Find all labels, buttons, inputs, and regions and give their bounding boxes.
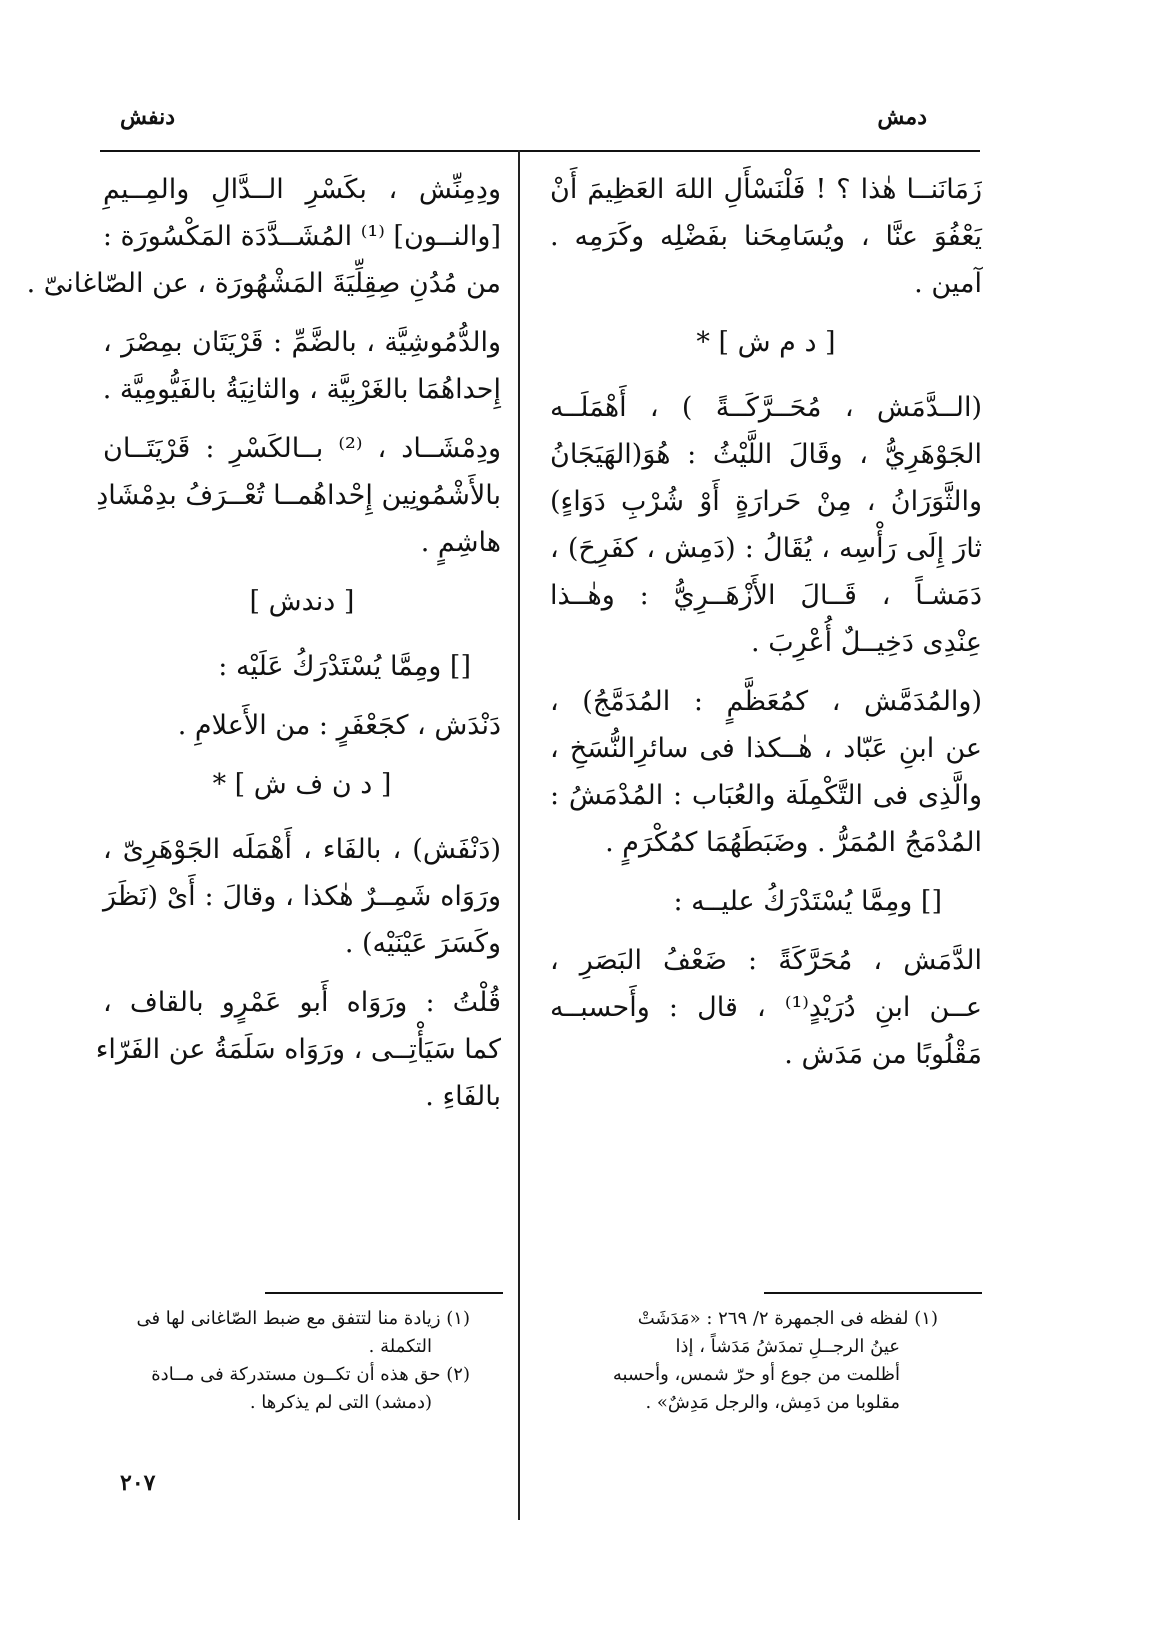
footnote-line: أظلمت من جوع أو حرّ شمس، وأحسبه	[612, 1364, 900, 1385]
text-line: وكَسَرَ عَيْنَيْه) .	[344, 928, 501, 959]
paragraph	[103, 702, 501, 749]
footnote-line: (٢) حق هذه أن تكــون مستدركة فى مــادة	[151, 1364, 470, 1385]
footnote-line: (دمشد) التى لم يذكرها .	[249, 1392, 432, 1413]
text-line: دَمَشـاً ، قَــالَ الأَزْهَــرِيُّ : وهٰــذا	[550, 580, 982, 611]
paragraph	[26, 166, 501, 307]
entry-heading: [ دندش ]	[249, 586, 355, 617]
footnotes-left	[40, 1305, 470, 1417]
text-line: [] ومِمَّا يُسْتَدْرَكُ عليــه :	[673, 886, 942, 917]
entry-heading: [ د ن ف ش ] *	[212, 769, 392, 800]
text-line: بالفَاءِ .	[425, 1081, 501, 1112]
paragraph	[96, 425, 501, 566]
text-line: زَمَانَنــا هٰذا ؟ ! فَلْنَسْأَلِ اللهَ العَظِيمَ أَنْ	[550, 174, 982, 205]
text-line: ثارَ إِلَى رَأْسِه ، يُقَالُ : (دَمِش ، كفَرِحَ) ،	[550, 533, 982, 564]
text-line: من مُدُنِ صِقِلِّيَةَ المَشْهُورَة ، عن الصّاغانىّ .	[26, 268, 501, 299]
text-line: [] ومِمَّا يُسْتَدْرَكُ عَلَيْه :	[218, 651, 471, 682]
text-line: آمين .	[914, 268, 982, 299]
right-column	[550, 166, 982, 1090]
header-rule	[100, 150, 980, 152]
paragraph	[550, 937, 982, 1078]
text-line: [والنــون] ⁽¹⁾ المُشَــدَّدَة المَكْسُورَة :	[102, 221, 501, 252]
footnote-line: مقلوبا من دَمِش، والرجل مَدِشٌ» .	[645, 1392, 900, 1413]
footnote-line: التكملة .	[368, 1336, 432, 1357]
text-line: ورَوَاه شَمِــرٌ هٰكذا ، وقالَ : أَىْ (نَظَرَ	[103, 881, 501, 912]
text-line: كما سَيَأْتِــى ، ورَوَاه سَلَمَةُ عن الفَرّاء	[95, 1034, 501, 1065]
running-head-right: دمش	[877, 104, 927, 130]
footnote-rule-right	[764, 1292, 982, 1294]
text-line: المُدْمَجُ المُمَرُّ . وضَبَطَهُمَا كمُكْرَمٍ .	[605, 827, 982, 858]
page-number: ٢٠٧	[120, 1470, 156, 1496]
footnote-line: (١) زيادة منا لتتفق مع ضبط الصّاغانى لها فى	[136, 1308, 470, 1329]
text-line: والثَّوَرَانُ ، مِنْ حَرارَةٍ أَوْ شُرْبِ دَوَاءٍ)	[550, 486, 982, 517]
text-line: (الــدَّمَش ، مُحَــرَّكَــةً ) ، أَهْمَلَــه	[550, 392, 982, 423]
paragraph	[550, 878, 982, 925]
running-head-left: دنفش	[120, 104, 176, 130]
paragraph	[550, 678, 982, 866]
text-line: عِنْدِى دَخِيــلٌ أُعْرِبَ .	[751, 627, 982, 658]
column-divider	[518, 150, 520, 1520]
text-line: الدَّمَش ، مُحَرَّكَةً : ضَعْفُ البَصَرِ ،	[550, 945, 982, 976]
paragraph	[103, 826, 501, 967]
entry-heading: [ د م ش ] *	[696, 327, 836, 358]
text-line: قُلْتُ : ورَوَاه أَبو عَمْرٍو بالقاف ،	[103, 987, 501, 1018]
paragraph	[95, 979, 501, 1120]
text-line: إِحداهُمَا بالغَرْبِيَّة ، والثانِيَةُ بالفَيُّومِيَّة .	[102, 374, 501, 405]
paragraph	[550, 166, 982, 307]
footnote-line: عينُ الرجــلِ تمدَشُ مَدَشاً ، إذا	[675, 1336, 900, 1357]
text-line: يَعْفُوَ عنَّا ، ويُسَامِحَنا بفَضْلِه وكَرَمِه .	[550, 221, 982, 252]
text-line: (والمُدَمَّش ، كمُعَظَّمٍ : المُدَمَّجُ) ،	[550, 686, 982, 717]
footnotes-right	[548, 1305, 938, 1417]
text-line: (دَنْفَش) ، بالفَاء ، أَهْمَلَه الجَوْهَرِىّ ،	[103, 834, 501, 865]
paragraph	[103, 643, 501, 690]
text-line: والَّذِى فى التَّكْمِلَة والعُبَاب : المُدْمَشُ :	[550, 780, 982, 811]
text-line: الجَوْهَرِيُّ ، وقَالَ اللَّيْثُ : هُوَ(الهَيَجَانُ	[550, 439, 982, 470]
paragraph	[103, 319, 501, 413]
text-line: دَنْدَش ، كجَعْفَرٍ : من الأَعلامِ .	[177, 710, 501, 741]
text-line: هاشِمٍ .	[420, 527, 501, 558]
left-column	[26, 166, 501, 1132]
text-line: عن ابنِ عَبّاد ، هٰــكذا فى سائرِالنُّسَخِ ،	[550, 733, 982, 764]
text-line: ودِمِنِّش ، بكَسْرِ الــدَّالِ والمِــيمِ	[103, 174, 501, 205]
text-line: ودِمْشَــاد ، ⁽²⁾ بــالكَسْرِ : قَرْيَتَــان	[103, 433, 501, 464]
text-line: مَقْلُوبًا من مَدَش .	[784, 1039, 982, 1070]
footnote-line: (١) لفظه فى الجمهرة ٢/ ٢٦٩ : «مَدَشَتْ	[637, 1308, 938, 1329]
text-line: عــن ابنِ دُرَيْدٍ⁽¹⁾ ، قال : وأَحسبــه	[550, 992, 982, 1023]
text-line: والدُّمُوشِيَّة ، بالضَّمِّ : قَرْيَتَان بمِصْرَ ،	[103, 327, 501, 358]
footnote-rule-left	[265, 1292, 503, 1294]
text-line: بالأَشْمُونِين إِحْداهُمــا تُعْــرَفُ بدِمْشَادِ	[96, 480, 501, 511]
paragraph	[550, 384, 982, 666]
